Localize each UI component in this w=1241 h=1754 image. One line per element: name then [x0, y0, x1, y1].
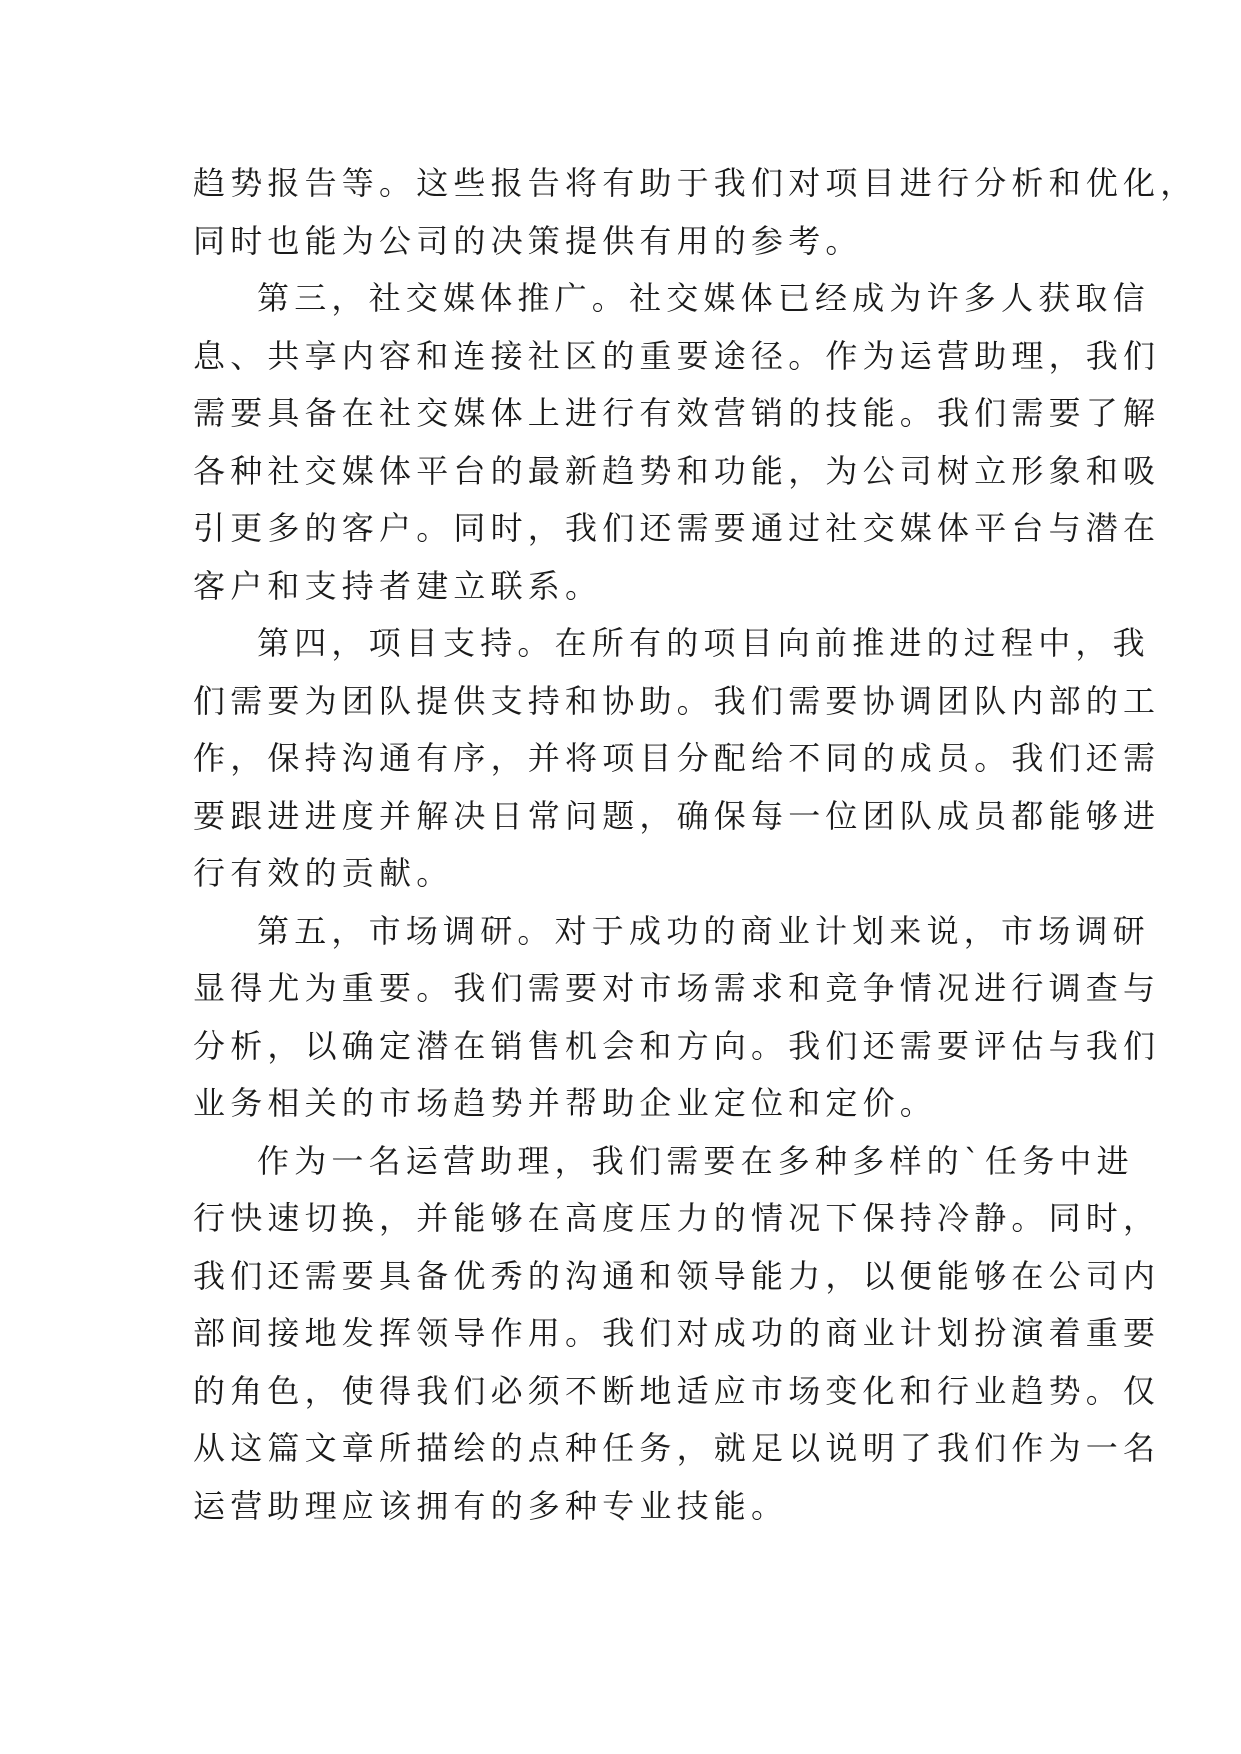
text-line: 各种社交媒体平台的最新趋势和功能，为公司树立形象和吸: [193, 451, 1161, 490]
text-line: 们需要为团队提供支持和协助。我们需要协调团队内部的工: [193, 681, 1161, 720]
text-line: 行有效的贡献。: [193, 854, 454, 892]
document-body: [193, 155, 1198, 1535]
paragraph-market-research: [193, 903, 1161, 1133]
paragraph-social-media: [193, 270, 1161, 615]
paragraph-conclusion: [193, 1133, 1161, 1536]
text-line: 第四，项目支持。在所有的项目向前推进的过程中，我: [257, 624, 1150, 662]
text-line: 行快速切换，并能够在高度压力的情况下保持冷静。同时，: [193, 1199, 1161, 1237]
text-line: 第三，社交媒体推广。社交媒体已经成为许多人获取信: [257, 279, 1150, 317]
text-line: 运营助理应该拥有的多种专业技能。: [193, 1486, 789, 1525]
text-line: 第五，市场调研。对于成功的商业计划来说，市场调研: [257, 911, 1150, 950]
text-line: 趋势报告等。这些报告将有助于我们对项目进行分析和优化，: [193, 164, 1198, 202]
text-line: 业务相关的市场趋势并帮助企业定位和定价。: [193, 1084, 938, 1122]
text-line: 分析，以确定潜在销售机会和方向。我们还需要评估与我们: [193, 1026, 1161, 1065]
paragraph-report-continuation: [193, 155, 1198, 270]
text-line: 作，保持沟通有序，并将项目分配给不同的成员。我们还需: [193, 739, 1161, 777]
text-line: 息、共享内容和连接社区的重要途径。作为运营助理，我们: [193, 336, 1161, 375]
paragraph-project-support: [193, 615, 1161, 903]
text-line: 显得尤为重要。我们需要对市场需求和竞争情况进行调查与: [193, 969, 1161, 1007]
text-line: 客户和支持者建立联系。: [193, 566, 603, 605]
text-line: 作为一名运营助理，我们需要在多种多样的`任务中进: [257, 1141, 1134, 1180]
text-line: 的角色，使得我们必须不断地适应市场变化和行业趋势。仅: [193, 1371, 1161, 1410]
text-line: 部间接地发挥领导作用。我们对成功的商业计划扮演着重要: [193, 1314, 1161, 1352]
text-line: 需要具备在社交媒体上进行有效营销的技能。我们需要了解: [193, 394, 1161, 432]
text-line: 同时也能为公司的决策提供有用的参考。: [193, 221, 863, 260]
text-line: 我们还需要具备优秀的沟通和领导能力，以便能够在公司内: [193, 1256, 1161, 1295]
text-line: 从这篇文章所描绘的点种任务，就足以说明了我们作为一名: [193, 1429, 1161, 1467]
text-line: 要跟进进度并解决日常问题，确保每一位团队成员都能够进: [193, 796, 1161, 835]
text-line: 引更多的客户。同时，我们还需要通过社交媒体平台与潜在: [193, 509, 1161, 547]
